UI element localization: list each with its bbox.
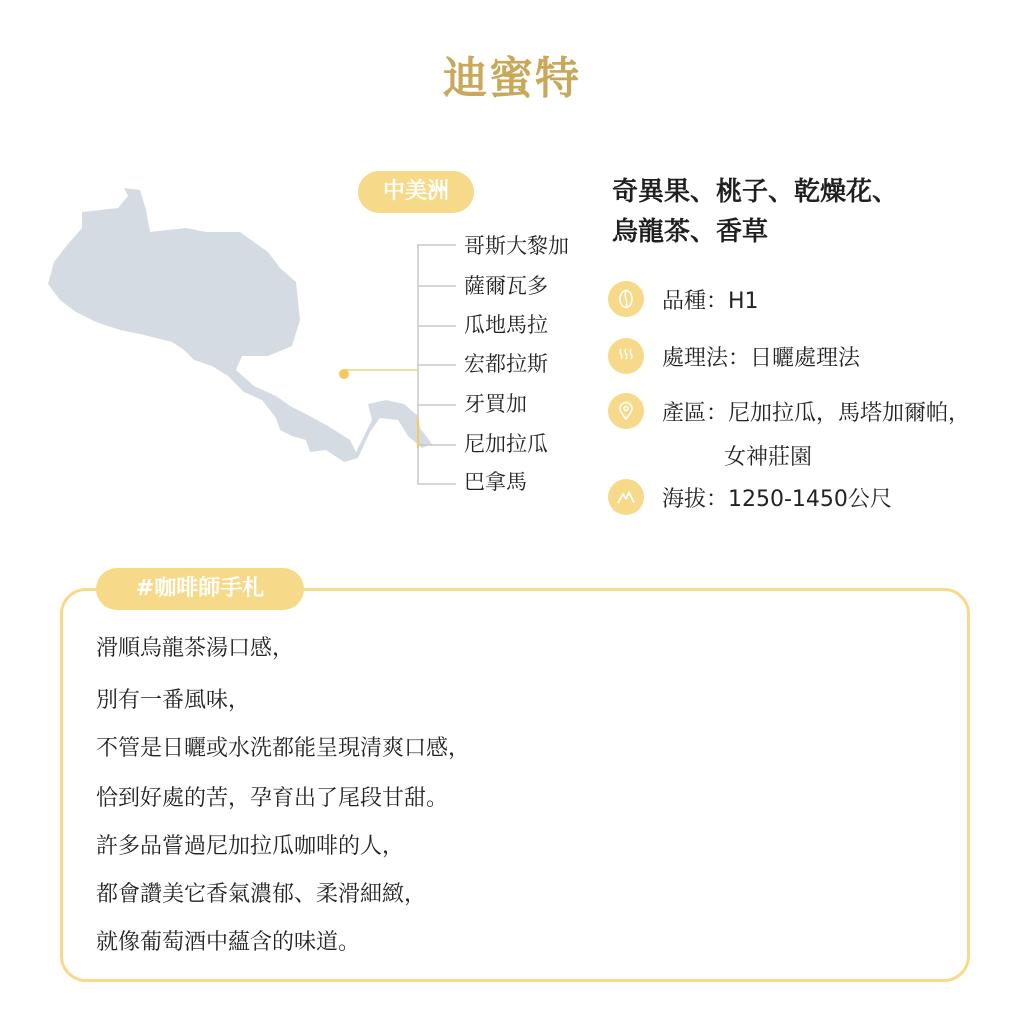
attr-altitude-text: 海拔：1250-1450公尺 (662, 486, 892, 512)
attr-region-text: 產區：尼加拉瓜，馬塔加爾帕， (662, 400, 971, 426)
flavor-notes (612, 172, 898, 252)
note-line: 滑順烏龍茶湯口感， (96, 636, 295, 661)
mountain-icon (608, 479, 644, 515)
attr-region-continuation: 女神莊園 (724, 445, 813, 470)
map-landmass (48, 188, 432, 462)
attr-region (608, 392, 970, 430)
sun-wave-icon (608, 338, 644, 374)
country-costa-rica: 哥斯大黎加 (464, 234, 569, 258)
location-dot (339, 369, 349, 379)
country-el-salvador: 薩爾瓦多 (464, 274, 548, 298)
country-guatemala: 瓜地馬拉 (464, 313, 548, 337)
coffee-bean-icon (608, 281, 644, 317)
location-pin-icon (608, 393, 644, 429)
note-line: 都會讚美它香氣濃郁、柔滑細緻， (96, 882, 427, 907)
note-line: 恰到好處的苦，孕育出了尾段甘甜。 (96, 786, 449, 811)
country-jamaica: 牙買加 (464, 392, 527, 416)
note-line: 不管是日曬或水洗都能呈現清爽口感， (96, 736, 471, 761)
page-title: 迪蜜特 (443, 53, 581, 104)
country-nicaragua: 尼加拉瓜 (464, 432, 548, 456)
flavor-line-1: 奇異果、桃子、乾燥花、 (612, 177, 899, 207)
region-badge: 中美洲 (358, 171, 474, 213)
flavor-line-2: 烏龍茶、香草 (612, 217, 769, 247)
note-line: 許多品嘗過尼加拉瓜咖啡的人， (96, 834, 405, 859)
note-line: 別有一番風味， (96, 688, 251, 713)
attr-variety-text: 品種：H1 (662, 288, 759, 314)
attr-process-text: 處理法：日曬處理法 (662, 345, 861, 371)
country-honduras: 宏都拉斯 (464, 352, 548, 376)
note-line: 就像葡萄酒中蘊含的味道。 (96, 930, 361, 955)
attr-altitude (608, 478, 892, 516)
barista-notes-tag: #咖啡師手札 (96, 568, 304, 610)
attr-process (608, 337, 860, 375)
country-panama: 巴拿馬 (464, 470, 527, 494)
attr-variety (608, 280, 759, 318)
